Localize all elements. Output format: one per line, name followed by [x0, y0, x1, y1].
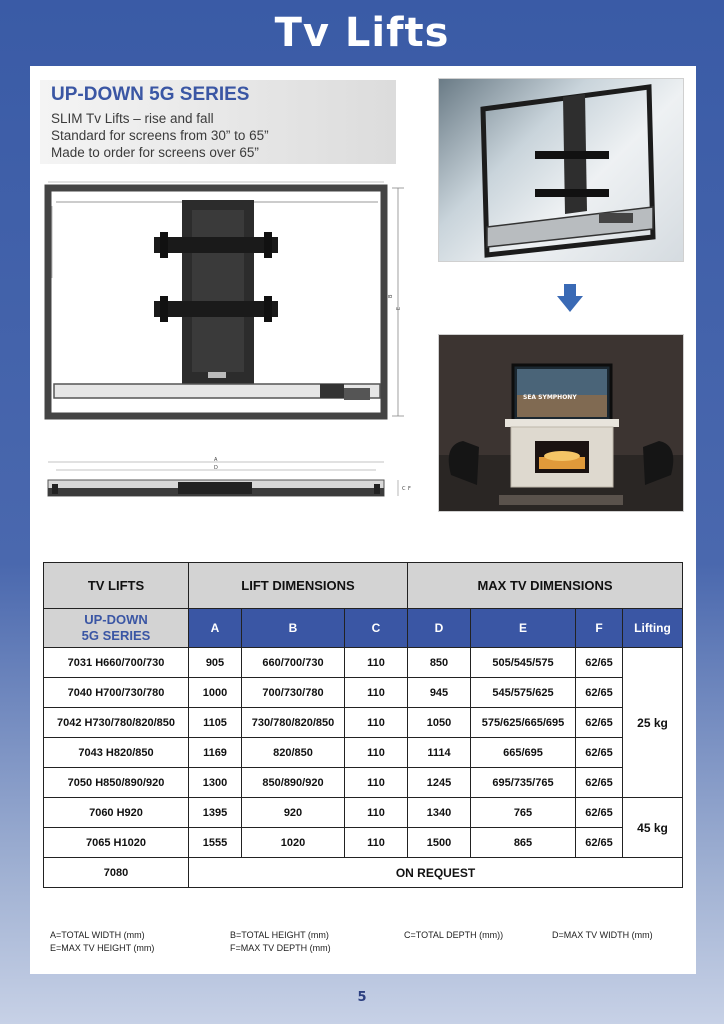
room-photo — [438, 334, 684, 512]
value-d-cell: 850 — [408, 648, 471, 678]
series-line-3: Made to order for screens over 65” — [51, 145, 259, 160]
value-c-cell: 110 — [345, 768, 408, 798]
value-b-cell: 700/730/780 — [242, 678, 345, 708]
value-a-cell: 1395 — [189, 798, 242, 828]
legend-d: D=MAX TV WIDTH (mm) — [552, 930, 653, 940]
value-f-cell: 62/65 — [576, 738, 623, 768]
model-cell: 7060 H920 — [44, 798, 189, 828]
header-max-tv-dimensions: MAX TV DIMENSIONS — [408, 563, 683, 609]
table-row — [44, 648, 683, 678]
column-header-lifting: Lifting — [623, 609, 683, 648]
value-c-cell: 110 — [345, 708, 408, 738]
legend-b: B=TOTAL HEIGHT (mm) — [230, 930, 329, 940]
column-header-f: F — [576, 609, 623, 648]
value-b-cell: 920 — [242, 798, 345, 828]
model-cell: 7050 H850/890/920 — [44, 768, 189, 798]
value-c-cell: 110 — [345, 648, 408, 678]
top-technical-drawing — [42, 456, 422, 516]
series-title: UP-DOWN 5G SERIES — [51, 84, 250, 105]
value-f-cell: 62/65 — [576, 768, 623, 798]
model-cell: 7080 — [44, 858, 189, 888]
dim-label-a: A — [214, 457, 218, 463]
header-tv-lifts: TV LIFTS — [44, 563, 189, 609]
value-d-cell: 1114 — [408, 738, 471, 768]
value-a-cell: 1105 — [189, 708, 242, 738]
model-cell: 7031 H660/700/730 — [44, 648, 189, 678]
series-name-cell — [44, 609, 189, 648]
value-f-cell: 62/65 — [576, 678, 623, 708]
value-c-cell: 110 — [345, 678, 408, 708]
dim-label-b: B — [388, 294, 394, 298]
specifications-table — [43, 562, 683, 888]
tv-lift-render — [439, 79, 683, 261]
dim-label-d: D — [214, 465, 218, 471]
series-info-box — [40, 80, 396, 164]
series-name-line-1: UP-DOWN — [84, 612, 148, 627]
value-f-cell: 62/65 — [576, 708, 623, 738]
model-cell: 7065 H1020 — [44, 828, 189, 858]
table-row — [44, 678, 683, 708]
column-header-d: D — [408, 609, 471, 648]
value-e-cell: 695/735/765 — [471, 768, 576, 798]
series-name-line-2: 5G SERIES — [81, 628, 151, 643]
value-b-cell: 730/780/820/850 — [242, 708, 345, 738]
value-e-cell: 545/575/625 — [471, 678, 576, 708]
column-header-e: E — [471, 609, 576, 648]
lifting-group-2: 45 kg — [623, 798, 683, 858]
table-row — [44, 738, 683, 768]
product-photo — [438, 78, 684, 262]
column-header-a: A — [189, 609, 242, 648]
value-d-cell: 1500 — [408, 828, 471, 858]
value-a-cell: 1300 — [189, 768, 242, 798]
value-c-cell: 110 — [345, 828, 408, 858]
series-line-2: Standard for screens from 30” to 65” — [51, 128, 269, 143]
value-f-cell: 62/65 — [576, 798, 623, 828]
legend-f: F=MAX TV DEPTH (mm) — [230, 943, 331, 953]
header-lift-dimensions: LIFT DIMENSIONS — [189, 563, 408, 609]
table-row — [44, 828, 683, 858]
value-e-cell: 575/625/665/695 — [471, 708, 576, 738]
series-line-1: SLIM Tv Lifts – rise and fall — [51, 111, 214, 126]
legend-e: E=MAX TV HEIGHT (mm) — [50, 943, 155, 953]
value-d-cell: 1340 — [408, 798, 471, 828]
down-arrow-icon — [557, 284, 583, 312]
value-c-cell: 110 — [345, 738, 408, 768]
legend-a: A=TOTAL WIDTH (mm) — [50, 930, 145, 940]
value-f-cell: 62/65 — [576, 828, 623, 858]
value-e-cell: 865 — [471, 828, 576, 858]
value-d-cell: 1050 — [408, 708, 471, 738]
dim-label-f: F — [408, 486, 411, 492]
content-panel — [30, 66, 696, 974]
value-b-cell: 850/890/920 — [242, 768, 345, 798]
model-cell: 7040 H700/730/780 — [44, 678, 189, 708]
value-d-cell: 1245 — [408, 768, 471, 798]
tv-screen-text: SEA SYMPHONY — [523, 394, 577, 401]
front-technical-drawing — [42, 178, 412, 428]
value-e-cell: 665/695 — [471, 738, 576, 768]
table-row — [44, 798, 683, 828]
column-header-c: C — [345, 609, 408, 648]
value-e-cell: 505/545/575 — [471, 648, 576, 678]
on-request-cell: ON REQUEST — [189, 858, 683, 888]
dim-label-e: E — [396, 306, 402, 310]
table-row — [44, 768, 683, 798]
value-b-cell: 820/850 — [242, 738, 345, 768]
table-row — [44, 708, 683, 738]
living-room-illustration — [439, 335, 683, 511]
page-title: Tv Lifts — [274, 10, 450, 56]
model-cell: 7042 H730/780/820/850 — [44, 708, 189, 738]
value-a-cell: 905 — [189, 648, 242, 678]
value-d-cell: 945 — [408, 678, 471, 708]
value-b-cell: 1020 — [242, 828, 345, 858]
value-f-cell: 62/65 — [576, 648, 623, 678]
page-number: 5 — [357, 990, 367, 1005]
value-e-cell: 765 — [471, 798, 576, 828]
value-c-cell: 110 — [345, 798, 408, 828]
legend-c: C=TOTAL DEPTH (mm)) — [404, 930, 504, 940]
value-a-cell: 1555 — [189, 828, 242, 858]
dim-label-c: C — [402, 486, 406, 492]
table-row — [44, 858, 683, 888]
value-b-cell: 660/700/730 — [242, 648, 345, 678]
column-header-b: B — [242, 609, 345, 648]
value-a-cell: 1169 — [189, 738, 242, 768]
value-a-cell: 1000 — [189, 678, 242, 708]
lifting-group-1: 25 kg — [623, 648, 683, 798]
model-cell: 7043 H820/850 — [44, 738, 189, 768]
